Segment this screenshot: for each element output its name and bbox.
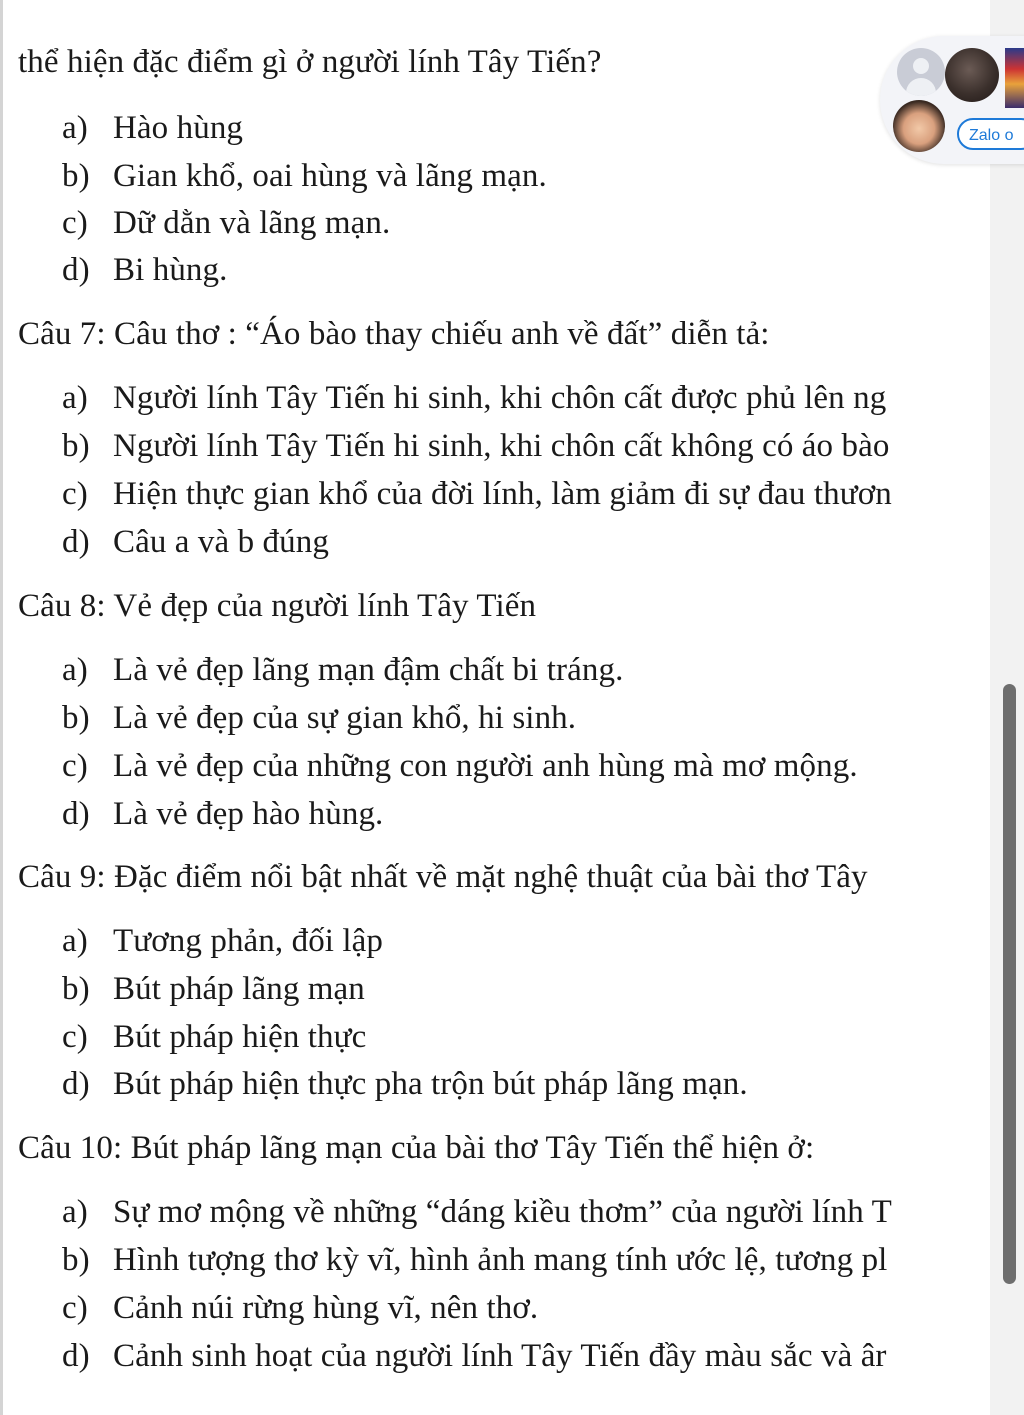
avatar[interactable]: [893, 100, 945, 152]
avatar-head: [913, 58, 929, 74]
option-text: Là vẻ đẹp của sự gian khổ, hi sinh.: [113, 700, 577, 736]
option-letter: d): [62, 796, 90, 832]
page-edge: [0, 0, 3, 1415]
option-letter: c): [62, 205, 88, 241]
option-text: Là vẻ đẹp lãng mạn đậm chất bi tráng.: [113, 652, 624, 688]
option-letter: d): [62, 524, 90, 560]
option-text: Tương phản, đối lập: [113, 923, 384, 959]
q9-stem: Câu 9: Đặc điểm nổi bật nhất về mặt nghệ thuật của bài thơ Tây: [18, 859, 868, 895]
option-letter: a): [62, 380, 88, 416]
option-letter: b): [62, 428, 90, 464]
avatar[interactable]: [945, 48, 999, 102]
scrollbar-thumb[interactable]: [1003, 684, 1016, 1284]
q10-stem: Câu 10: Bút pháp lãng mạn của bài thơ Tây Tiến thể hiện ở:: [18, 1130, 815, 1166]
zalo-badge[interactable]: Zalo o: [957, 118, 1024, 150]
option-text: Người lính Tây Tiến hi sinh, khi chôn cất không có áo bào: [113, 428, 890, 464]
option-letter: b): [62, 1242, 90, 1278]
option-text: Câu a và b đúng: [113, 524, 329, 560]
option-letter: d): [62, 252, 90, 288]
option-letter: a): [62, 110, 88, 146]
option-letter: b): [62, 158, 90, 194]
option-text: Hiện thực gian khổ của đời lính, làm giảm đi sự đau thươn: [113, 476, 892, 512]
option-letter: c): [62, 476, 88, 512]
option-letter: a): [62, 652, 88, 688]
option-text: Hào hùng: [113, 110, 244, 146]
option-text: Bút pháp hiện thực pha trộn bút pháp lãng mạn.: [113, 1066, 748, 1102]
option-letter: a): [62, 1194, 88, 1230]
q8-stem: Câu 8: Vẻ đẹp của người lính Tây Tiến: [18, 588, 537, 624]
option-letter: c): [62, 748, 88, 784]
option-text: Bút pháp hiện thực: [113, 1019, 367, 1055]
option-text: Bi hùng.: [113, 252, 228, 288]
option-text: Là vẻ đẹp của những con người anh hùng mà mơ mộng.: [113, 748, 858, 784]
option-letter: a): [62, 923, 88, 959]
option-text: Hình tượng thơ kỳ vĩ, hình ảnh mang tính ước lệ, tương pl: [113, 1242, 888, 1278]
option-text: Gian khổ, oai hùng và lãng mạn.: [113, 158, 547, 194]
option-letter: c): [62, 1290, 88, 1326]
avatar-body: [906, 78, 936, 96]
option-text: Là vẻ đẹp hào hùng.: [113, 796, 384, 832]
q6-stem: thể hiện đặc điểm gì ở người lính Tây Tiến?: [18, 44, 602, 80]
default-avatar-icon[interactable]: [897, 48, 945, 96]
option-text: Sự mơ mộng về những “dáng kiều thơm” của người lính T: [113, 1194, 892, 1230]
option-letter: d): [62, 1066, 90, 1102]
option-letter: d): [62, 1338, 90, 1374]
option-letter: b): [62, 971, 90, 1007]
q7-stem: Câu 7: Câu thơ : “Áo bào thay chiếu anh về đất” diễn tả:: [18, 316, 770, 352]
option-text: Người lính Tây Tiến hi sinh, khi chôn cất được phủ lên ng: [113, 380, 887, 416]
option-text: Dữ dằn và lãng mạn.: [113, 205, 391, 241]
option-text: Bút pháp lãng mạn: [113, 971, 365, 1007]
option-text: Cảnh núi rừng hùng vĩ, nên thơ.: [113, 1290, 539, 1326]
option-letter: b): [62, 700, 90, 736]
option-text: Cảnh sinh hoạt của người lính Tây Tiến đầy màu sắc và âr: [113, 1338, 887, 1374]
option-letter: c): [62, 1019, 88, 1055]
avatar[interactable]: [1005, 48, 1024, 108]
